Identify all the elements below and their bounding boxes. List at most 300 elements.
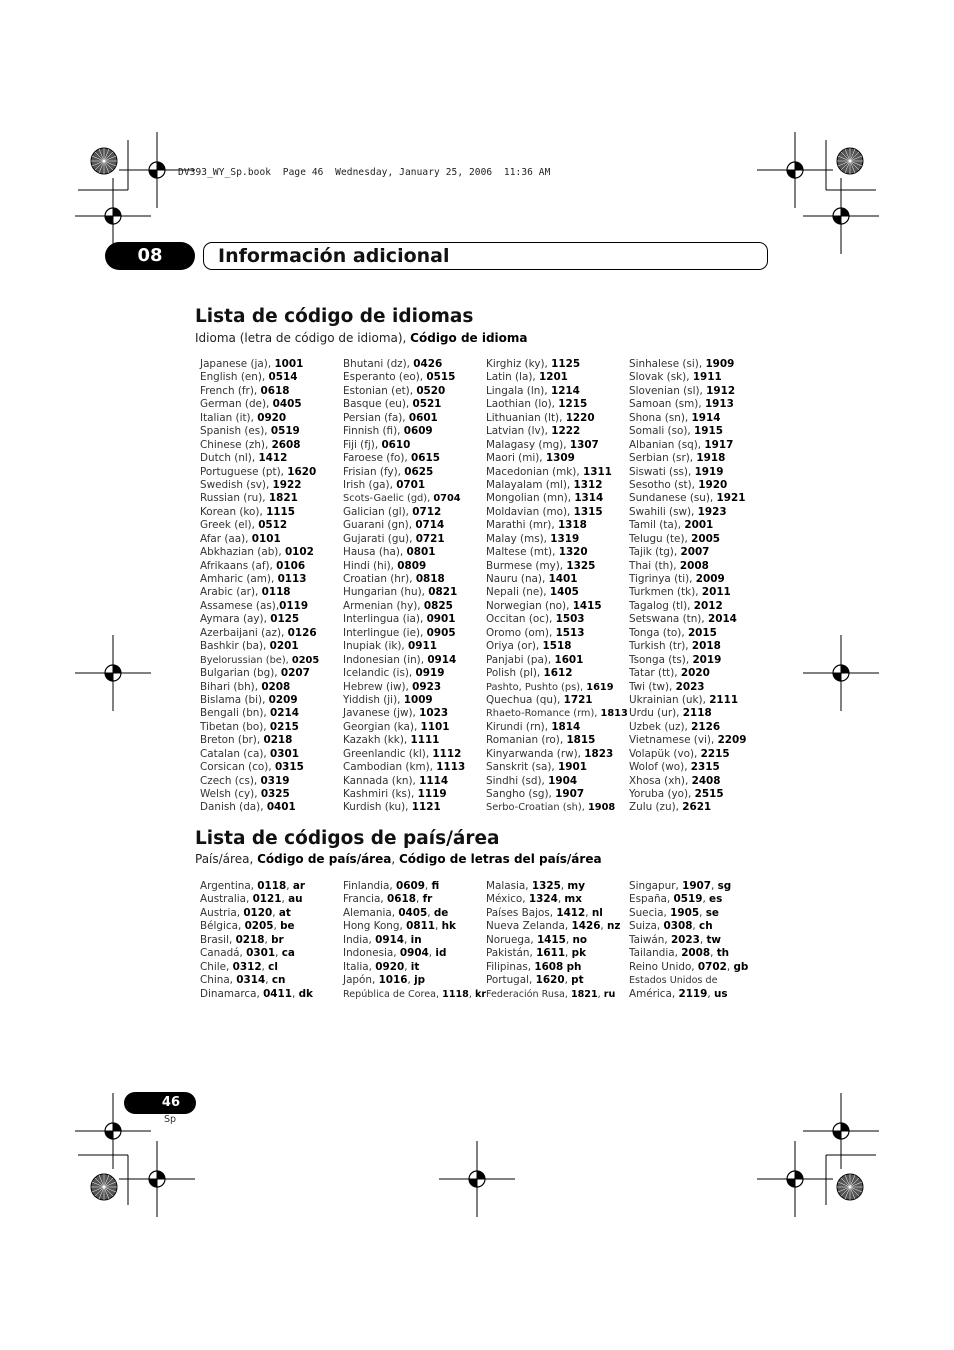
- language-entry: [200, 412, 319, 425]
- country-separator: ,: [435, 920, 442, 933]
- language-entry: [486, 452, 628, 465]
- language-code: 0325: [260, 788, 290, 800]
- language-entry: [200, 654, 319, 667]
- country-letter-code: be: [280, 920, 295, 933]
- language-code: 0519: [270, 425, 300, 438]
- language-entry: [486, 694, 628, 707]
- country-letter-code: dk: [298, 987, 313, 1000]
- country-code: 0702: [697, 960, 727, 973]
- country-separator: ,: [415, 893, 423, 906]
- language-entry: [486, 533, 628, 546]
- country-code: 0914: [375, 933, 405, 946]
- country-separator: ,: [281, 893, 289, 906]
- country-entry: [629, 934, 748, 947]
- country-entry: [343, 974, 486, 987]
- language-name: Xhosa (xh),: [629, 774, 692, 787]
- language-entry: [343, 613, 465, 626]
- country-name: Chile,: [200, 960, 233, 973]
- language-name: Tonga (to),: [629, 626, 688, 639]
- language-code: 0905: [426, 626, 456, 639]
- language-name: Ukrainian (uk),: [629, 693, 710, 706]
- language-entry: [200, 586, 319, 599]
- language-column-2: [343, 358, 465, 815]
- language-code: 0514: [268, 371, 298, 384]
- subtitle-bold-1: Código de país/área: [257, 852, 392, 866]
- language-name: Sinhalese (si),: [629, 358, 706, 370]
- country-letter-code: hk: [441, 920, 456, 933]
- country-name: Filipinas,: [486, 960, 535, 973]
- country-separator: ,: [565, 933, 573, 946]
- language-code: 2515: [694, 788, 724, 800]
- language-code: 1601: [554, 653, 584, 666]
- country-code: 0301: [246, 947, 276, 960]
- language-name: Cambodian (km),: [343, 761, 437, 774]
- language-code: 0426: [413, 358, 443, 370]
- country-code: 1324: [528, 893, 558, 906]
- language-codes-subtitle: [195, 331, 528, 345]
- language-code: 2005: [691, 532, 721, 545]
- language-entry: [343, 506, 465, 519]
- language-entry: [343, 573, 465, 586]
- language-entry: [343, 586, 465, 599]
- language-name: Turkish (tr),: [629, 640, 692, 653]
- language-entry: [343, 775, 465, 788]
- language-code: 1815: [566, 734, 596, 747]
- subtitle-bold-2: Código de letras del país/área: [398, 852, 602, 866]
- language-name: Lithuanian (lt),: [486, 411, 566, 424]
- country-separator: ,: [424, 880, 432, 892]
- language-code: 0601: [408, 411, 438, 424]
- language-name: Fiji (fj),: [343, 438, 382, 451]
- language-name: Kannada (kn),: [343, 774, 420, 787]
- language-entry: [629, 600, 746, 613]
- language-name: Sundanese (su),: [629, 492, 717, 505]
- language-entry: [486, 613, 628, 626]
- language-name: Serbo-Croatian (sh),: [486, 802, 588, 814]
- language-entry: [343, 801, 465, 814]
- country-letter-code: at: [278, 906, 291, 919]
- language-name: Gujarati (gu),: [343, 532, 416, 545]
- country-letter-code: ph: [566, 960, 582, 973]
- language-name: Burmese (my),: [486, 559, 567, 572]
- language-entry: [343, 694, 465, 707]
- country-letter-code: nz: [607, 920, 621, 933]
- language-name: Pashto, Pushto (ps),: [486, 681, 587, 693]
- country-column-4: [629, 880, 748, 1001]
- language-entry: [486, 546, 628, 559]
- language-entry: [486, 667, 628, 680]
- language-entry: [486, 734, 628, 747]
- language-code: 2126: [691, 720, 721, 733]
- language-code: 0914: [427, 653, 457, 666]
- language-code: 1912: [706, 384, 736, 397]
- language-code: 0214: [270, 707, 299, 720]
- country-entry: [486, 961, 620, 974]
- language-entry: [200, 533, 319, 546]
- language-code: 1619: [586, 681, 614, 693]
- language-code: 0119: [279, 599, 309, 612]
- country-separator: ,: [404, 960, 411, 973]
- language-code: 1309: [545, 452, 575, 465]
- language-name: French (fr),: [200, 384, 261, 397]
- language-entry: [200, 734, 319, 747]
- chapter-number-badge: 08: [105, 242, 195, 270]
- language-entry: [629, 788, 746, 801]
- language-entry: [629, 358, 746, 371]
- language-code: 1620: [287, 465, 317, 478]
- language-name: Greek (el),: [200, 519, 259, 532]
- language-entry: [200, 681, 319, 694]
- language-name: Scots-Gaelic (gd),: [343, 493, 434, 505]
- language-name: Kashmiri (ks),: [343, 788, 418, 800]
- country-code: 1821: [570, 988, 598, 1000]
- language-entry: [343, 654, 465, 667]
- language-code: 0615: [411, 452, 440, 465]
- language-entry: [486, 506, 628, 519]
- country-code: 1905: [670, 906, 700, 919]
- language-name: Bashkir (ba),: [200, 640, 270, 653]
- language-entry: [486, 492, 628, 505]
- language-entry: [343, 667, 465, 680]
- language-entry: [200, 667, 319, 680]
- language-code: 1318: [557, 519, 587, 532]
- country-code: 0618: [387, 893, 416, 906]
- country-entry: [629, 907, 748, 920]
- country-name: Portugal,: [486, 974, 536, 987]
- language-name: Kirghiz (ky),: [486, 358, 552, 370]
- country-letter-code: br: [271, 933, 284, 946]
- language-entry: [343, 600, 465, 613]
- language-code: 0809: [397, 559, 427, 572]
- language-entry: [343, 681, 465, 694]
- language-entry: [486, 425, 628, 438]
- language-code: 2408: [691, 774, 721, 787]
- country-entry: [200, 988, 313, 1001]
- country-entry: [629, 920, 748, 933]
- language-name: Japanese (ja),: [200, 358, 275, 370]
- country-code: 0811: [406, 920, 436, 933]
- country-name: Alemania,: [343, 906, 399, 919]
- language-name: Nauru (na),: [486, 573, 549, 585]
- language-code: 1101: [420, 720, 450, 733]
- language-entry: [343, 640, 465, 653]
- language-entry: [629, 560, 746, 573]
- country-code: 1608: [534, 960, 564, 973]
- language-code: 0610: [381, 438, 411, 451]
- language-entry: [200, 613, 319, 626]
- language-name: Kinyarwanda (rw),: [486, 747, 585, 760]
- language-entry: [629, 452, 746, 465]
- country-entry: [629, 893, 748, 906]
- language-column-3: [486, 358, 628, 815]
- country-entry: [629, 947, 748, 960]
- country-code: 2008: [681, 947, 711, 960]
- language-entry: [629, 640, 746, 653]
- language-name: Tatar (tt),: [629, 667, 681, 680]
- language-entry: [200, 788, 319, 801]
- language-entry: [200, 385, 319, 398]
- language-name: Indonesian (in),: [343, 653, 428, 666]
- language-code: 0712: [412, 505, 442, 518]
- language-name: Finnish (fi),: [343, 425, 404, 438]
- country-separator: ,: [710, 947, 717, 960]
- country-code: 1415: [536, 933, 566, 946]
- country-letter-code: cl: [268, 960, 278, 973]
- country-letter-code: nl: [591, 906, 603, 919]
- language-column-4: [629, 358, 746, 815]
- language-name: Uzbek (uz),: [629, 720, 692, 733]
- language-name: Frisian (fy),: [343, 465, 405, 478]
- language-entry: [343, 721, 465, 734]
- country-separator: ,: [699, 933, 707, 946]
- country-codes-subtitle: [195, 852, 602, 866]
- language-entry: [629, 412, 746, 425]
- country-name: Austria,: [200, 906, 244, 919]
- country-letter-code: id: [435, 947, 447, 960]
- language-entry: [343, 412, 465, 425]
- language-code: 0106: [276, 559, 306, 572]
- language-code: 1401: [548, 573, 578, 585]
- language-code: 0205: [291, 654, 320, 666]
- country-letter-code: in: [410, 933, 422, 946]
- language-code: 2009: [695, 573, 725, 585]
- language-entry: [343, 398, 465, 411]
- language-name: Laothian (lo),: [486, 398, 559, 411]
- language-name: Hebrew (iw),: [343, 680, 413, 693]
- language-entry: [200, 560, 319, 573]
- language-name: Catalan (ca),: [200, 747, 270, 760]
- language-code: 1913: [704, 398, 734, 411]
- language-entry: [200, 600, 319, 613]
- country-code: 0411: [263, 987, 292, 1000]
- language-name: Bhutani (dz),: [343, 358, 414, 370]
- language-name: Tamil (ta),: [629, 519, 685, 532]
- language-entry: [486, 412, 628, 425]
- country-code: 0609: [396, 880, 425, 892]
- language-code: 0101: [251, 532, 281, 545]
- language-entry: [200, 358, 319, 371]
- language-entry: [343, 788, 465, 801]
- country-entry: [343, 947, 486, 960]
- country-entry: [343, 934, 486, 947]
- language-code: 2007: [680, 546, 710, 559]
- country-letter-code: no: [572, 933, 588, 946]
- language-name: Estonian (et),: [343, 384, 417, 397]
- language-entry: [343, 385, 465, 398]
- language-name: Shona (sn),: [629, 411, 692, 424]
- language-entry: [486, 748, 628, 761]
- language-entry: [629, 667, 746, 680]
- language-code: 2020: [680, 667, 710, 680]
- language-code: 0911: [408, 640, 437, 653]
- country-letter-code: es: [709, 893, 723, 906]
- country-name: España,: [629, 893, 674, 906]
- language-code: 1405: [549, 586, 579, 599]
- language-code: 2012: [693, 599, 723, 612]
- language-code: 0319: [260, 774, 290, 787]
- country-letter-code: se: [705, 906, 719, 919]
- language-name: Irish (ga),: [343, 478, 397, 491]
- language-entry: [629, 398, 746, 411]
- chapter-title: Información adicional: [218, 245, 450, 267]
- language-code: 0209: [268, 693, 298, 706]
- language-name: Amharic (am),: [200, 573, 278, 585]
- language-entry: [343, 371, 465, 384]
- country-column-3: [486, 880, 620, 1001]
- language-entry: [629, 761, 746, 774]
- country-letter-code: mx: [564, 893, 582, 906]
- country-entry: [486, 988, 620, 1001]
- country-letter-code: au: [288, 893, 303, 906]
- language-entry: [343, 358, 465, 371]
- language-name: English (en),: [200, 371, 269, 384]
- language-entry: [629, 654, 746, 667]
- language-entry: [629, 425, 746, 438]
- language-code: 2018: [691, 640, 721, 653]
- language-code: 1319: [550, 532, 580, 545]
- language-entry: [629, 479, 746, 492]
- country-name: Suiza,: [629, 920, 664, 933]
- language-name: Macedonian (mk),: [486, 465, 583, 478]
- country-name: Italia,: [343, 960, 376, 973]
- language-name: Bihari (bh),: [200, 680, 262, 693]
- language-name: Urdu (ur),: [629, 707, 683, 720]
- country-separator: ,: [585, 906, 592, 919]
- country-entry: [486, 947, 620, 960]
- language-code: 1121: [411, 801, 441, 814]
- country-separator: ,: [286, 880, 293, 892]
- language-code: 1023: [419, 707, 449, 720]
- language-name: Latvian (lv),: [486, 425, 552, 438]
- language-entry: [200, 398, 319, 411]
- language-name: Icelandic (is),: [343, 667, 416, 680]
- language-name: Wolof (wo),: [629, 761, 691, 774]
- country-entry: [200, 880, 313, 893]
- country-name: Indonesia,: [343, 947, 400, 960]
- country-entry: [486, 974, 620, 987]
- language-code: 2621: [682, 801, 712, 814]
- language-code: 0126: [287, 626, 317, 639]
- country-separator: ,: [428, 947, 436, 960]
- country-separator: ,: [600, 920, 608, 933]
- language-code: 0515: [426, 371, 456, 384]
- language-entry: [200, 371, 319, 384]
- country-separator: ,: [404, 933, 411, 946]
- country-code: 0904: [399, 947, 429, 960]
- country-code: 0314: [236, 974, 266, 987]
- country-entry: [486, 880, 620, 893]
- language-name: Occitan (oc),: [486, 613, 556, 626]
- language-code: 1314: [574, 492, 604, 505]
- language-entry: [629, 748, 746, 761]
- country-name: Bélgica,: [200, 920, 245, 933]
- language-entry: [200, 627, 319, 640]
- language-code: 2608: [271, 438, 301, 451]
- country-code: 0405: [398, 906, 428, 919]
- country-separator: ,: [726, 960, 734, 973]
- language-name: Chinese (zh),: [200, 438, 272, 451]
- language-code: 1412: [258, 452, 288, 465]
- country-name: China,: [200, 974, 237, 987]
- language-name: Tsonga (ts),: [629, 653, 693, 666]
- country-entry: [343, 893, 486, 906]
- language-name: Basque (eu),: [343, 398, 413, 411]
- language-code: 1904: [548, 774, 578, 787]
- country-name: Argentina,: [200, 880, 258, 892]
- language-entry: [486, 358, 628, 371]
- language-code: 1814: [551, 720, 581, 733]
- language-code: 0401: [266, 801, 296, 814]
- language-entry: [629, 519, 746, 532]
- country-code: 0519: [673, 893, 703, 906]
- country-separator: ,: [711, 880, 718, 892]
- country-separator: ,: [707, 987, 714, 1000]
- language-entry: [486, 775, 628, 788]
- country-letter-code: tw: [706, 933, 722, 946]
- country-name: Estados Unidos de: [629, 975, 718, 987]
- language-entry: [486, 681, 628, 694]
- subtitle-sep: ,: [391, 852, 399, 866]
- language-name: Zulu (zu),: [629, 801, 683, 814]
- language-entry: [629, 573, 746, 586]
- language-code: 0113: [277, 573, 307, 585]
- language-name: Korean (ko),: [200, 505, 267, 518]
- language-code: 1919: [694, 465, 724, 478]
- language-name: Interlingue (ie),: [343, 626, 427, 639]
- language-code: 0215: [269, 720, 299, 733]
- country-letter-code: my: [567, 880, 586, 892]
- language-name: Croatian (hr),: [343, 573, 416, 585]
- country-entry: [200, 934, 313, 947]
- country-code: 0118: [257, 880, 287, 892]
- country-code: 0120: [243, 906, 273, 919]
- print-header: DV393_WY_Sp.book Page 46 Wednesday, January 25, 2006 11:36 AM: [178, 167, 551, 178]
- language-code: 0618: [260, 384, 290, 397]
- country-entry: [486, 907, 620, 920]
- country-entry: [200, 920, 313, 933]
- language-code: 1111: [410, 734, 440, 747]
- language-code: 0207: [280, 667, 310, 680]
- country-code: 1611: [536, 947, 566, 960]
- language-name: Twi (tw),: [629, 680, 676, 693]
- language-code: 1823: [584, 747, 614, 760]
- language-name: Byelorussian (be),: [200, 654, 292, 666]
- language-code: 0801: [406, 546, 436, 559]
- language-code: 2209: [717, 734, 747, 747]
- language-name: German (de),: [200, 398, 273, 411]
- language-code: 0721: [415, 532, 445, 545]
- language-name: Greenlandic (kl),: [343, 747, 433, 760]
- language-entry: [200, 694, 319, 707]
- country-code: 0312: [232, 960, 262, 973]
- language-code: 1114: [419, 774, 449, 787]
- language-name: Lingala (ln),: [486, 384, 551, 397]
- language-entry: [343, 748, 465, 761]
- language-code: 1315: [573, 505, 603, 518]
- language-code: 2215: [700, 747, 730, 760]
- language-name: Azerbaijani (az),: [200, 626, 288, 639]
- country-letter-code: ru: [603, 988, 616, 1000]
- language-entry: [343, 761, 465, 774]
- language-entry: [343, 519, 465, 532]
- language-code: 0920: [257, 411, 287, 424]
- language-entry: [200, 452, 319, 465]
- language-code: 1920: [698, 478, 728, 491]
- language-name: Serbian (sr),: [629, 452, 697, 465]
- language-code: 0315: [274, 761, 304, 774]
- language-name: Sanskrit (sa),: [486, 761, 559, 774]
- language-entry: [486, 654, 628, 667]
